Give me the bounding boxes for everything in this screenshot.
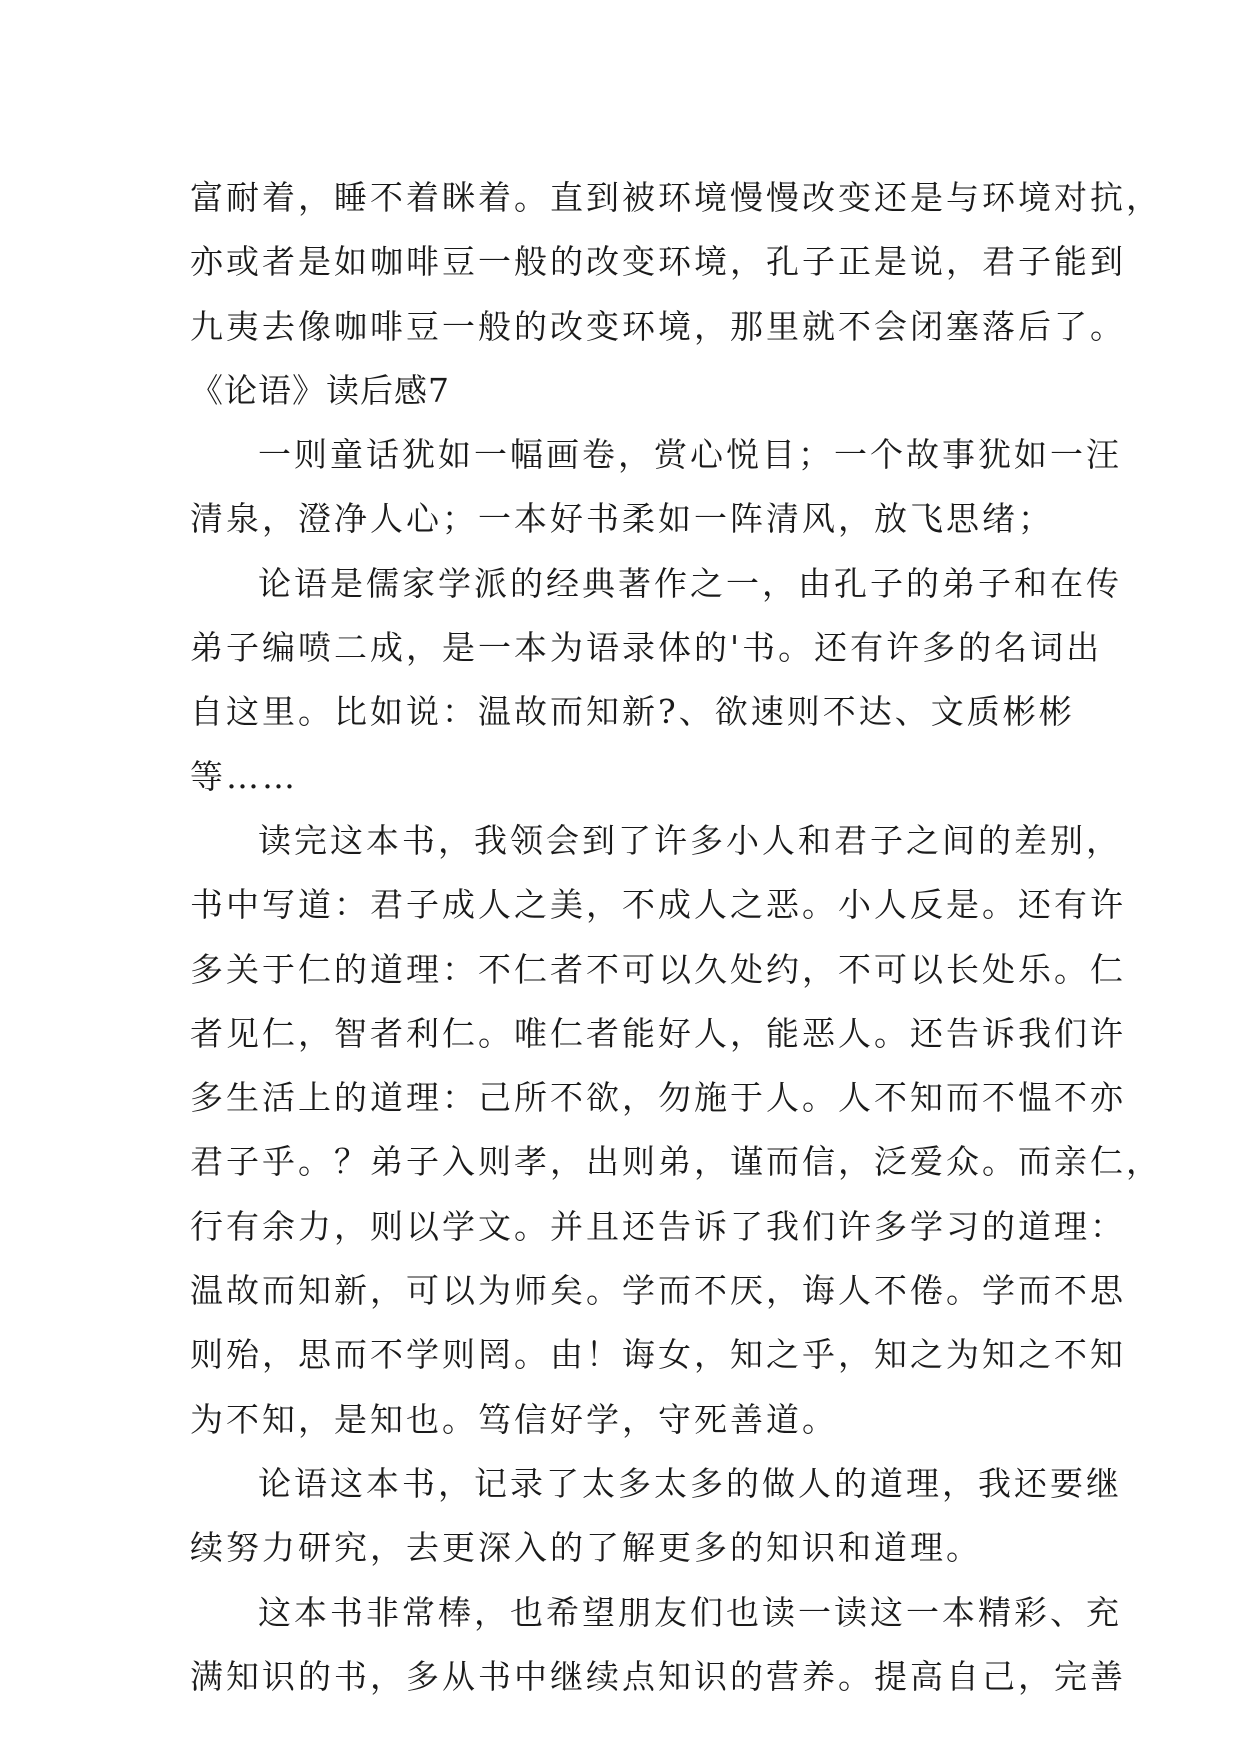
text-line: 续努力研究，去更深入的了解更多的知识和道理。 <box>190 1528 982 1568</box>
text-line: 弟子编喷二成，是一本为语录体的'书。还有许多的名词出 <box>190 628 1103 668</box>
text-line: 则殆，思而不学则罔。由！诲女，知之乎，知之为知之不知 <box>190 1335 1126 1375</box>
text-line: 论语这本书，记录了太多太多的做人的道理，我还要继 <box>258 1463 1122 1503</box>
text-line: 九夷去像咖啡豆一般的改变环境，那里就不会闭塞落后了。 <box>190 306 1126 346</box>
text-line: 这本书非常棒，也希望朋友们也读一读这一本精彩、充 <box>258 1592 1122 1632</box>
text-line: 自这里。比如说：温故而知新?、欲速则不达、文质彬彬 <box>190 692 1075 732</box>
text-line: 亦或者是如咖啡豆一般的改变环境，孔子正是说，君子能到 <box>190 242 1126 282</box>
text-line: 多关于仁的道理：不仁者不可以久处约，不可以长处乐。仁 <box>190 949 1126 989</box>
text-line: 者见仁，智者利仁。唯仁者能好人，能恶人。还告诉我们许 <box>190 1013 1126 1053</box>
text-line: 书中写道：君子成人之美，不成人之恶。小人反是。还有许 <box>190 885 1126 925</box>
body-text <box>190 166 1162 1709</box>
text-line: 一则童话犹如一幅画卷，赏心悦目；一个故事犹如一汪 <box>258 435 1122 475</box>
text-line: 行有余力，则以学文。并且还告诉了我们许多学习的道理： <box>190 1206 1126 1246</box>
text-line: 等…… <box>190 756 298 796</box>
text-line: 君子乎。？弟子入则孝，出则弟，谨而信，泛爱众。而亲仁， <box>190 1142 1162 1182</box>
text-line: 富耐着，睡不着眯着。直到被环境慢慢改变还是与环境对抗， <box>190 178 1162 217</box>
text-line: 论语是儒家学派的经典著作之一，由孔子的弟子和在传 <box>258 563 1122 603</box>
text-line: 满知识的书，多从书中继续点知识的营养。提高自己，完善 <box>190 1656 1126 1696</box>
text-line: 清泉，澄净人心；一本好书柔如一阵清风，放飞思绪； <box>190 499 1054 539</box>
text-line: 读完这本书，我领会到了许多小人和君子之间的差别， <box>258 820 1122 860</box>
text-line: 为不知，是知也。笃信好学，守死善道。 <box>190 1399 838 1439</box>
section-heading: 《论语》读后感7 <box>190 370 450 410</box>
text-line: 温故而知新，可以为师矣。学而不厌，诲人不倦。学而不思 <box>190 1271 1126 1311</box>
text-line: 多生活上的道理：己所不欲，勿施于人。人不知而不愠不亦 <box>190 1078 1126 1118</box>
